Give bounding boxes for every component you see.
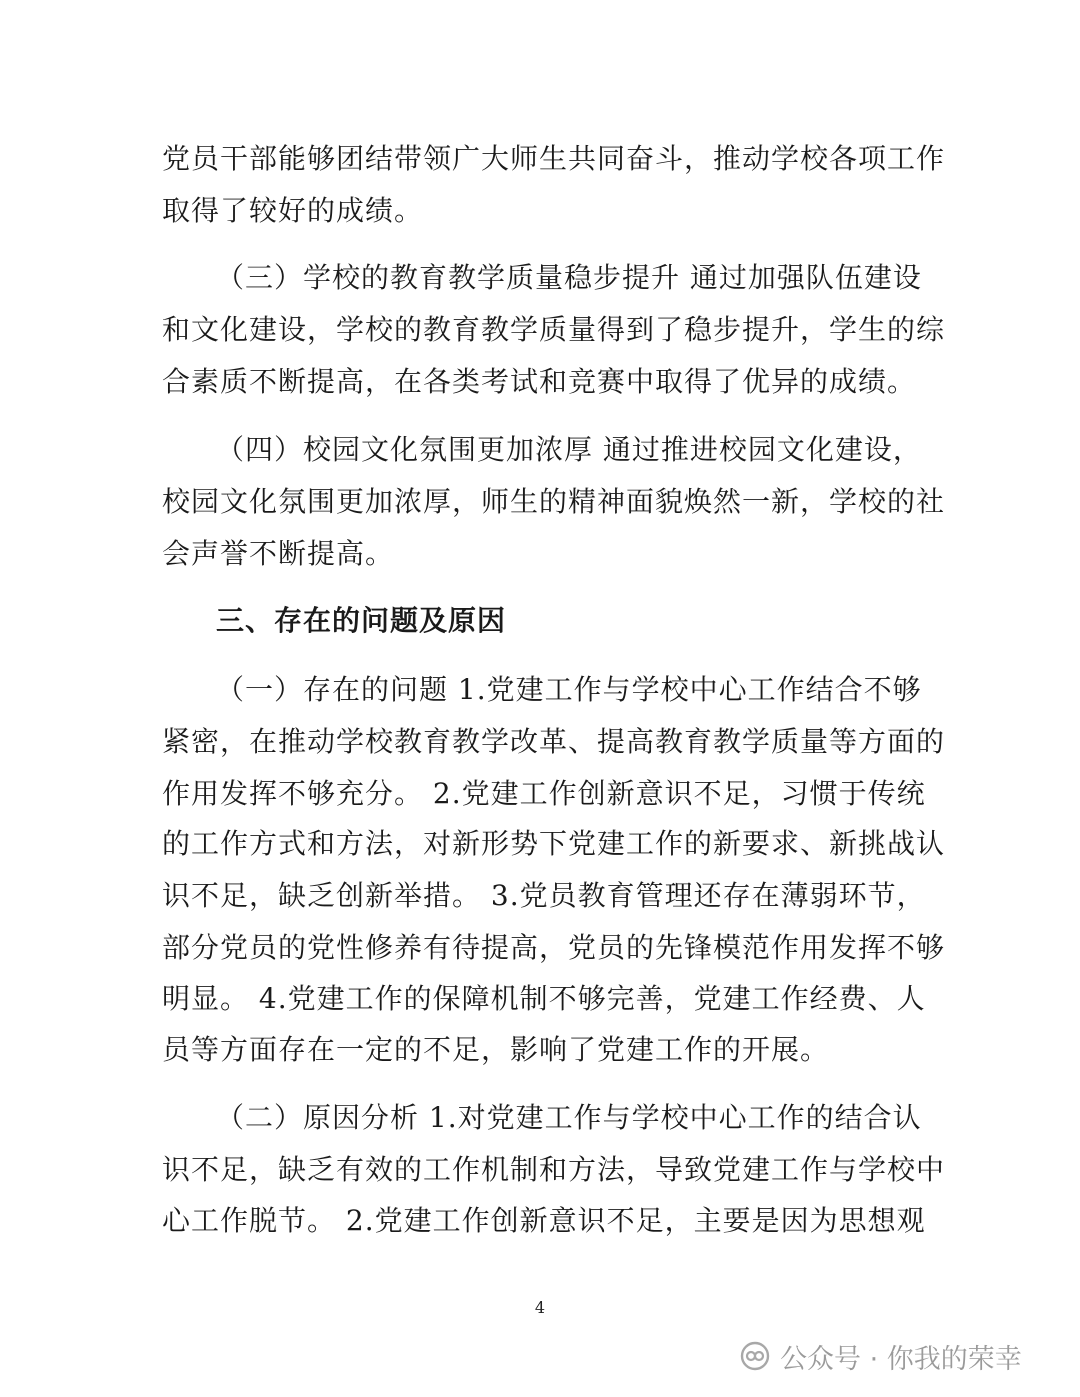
wechat-official-account-icon: [740, 1341, 770, 1371]
body-text-line: 部分党员的党性修养有待提高，党员的先锋模范作用发挥不够: [162, 931, 946, 964]
paragraph-first-line: （一）存在的问题 1.党建工作与学校中心工作结合不够: [216, 673, 922, 706]
paragraph-first-line: （二）原因分析 1.对党建工作与学校中心工作的结合认: [216, 1101, 922, 1134]
body-text-line: 合素质不断提高，在各类考试和竞赛中取得了优异的成绩。: [162, 365, 917, 398]
body-text-line: 和文化建设，学校的教育教学质量得到了稳步提升，学生的综: [162, 313, 946, 346]
paragraph-first-line: （三）学校的教育教学质量稳步提升 通过加强队伍建设: [216, 261, 922, 294]
body-text-line: 紧密，在推动学校教育教学改革、提高教育教学质量等方面的: [162, 725, 946, 758]
body-text-line: 识不足，缺乏有效的工作机制和方法，导致党建工作与学校中: [162, 1153, 946, 1186]
body-text-line: 党员干部能够团结带领广大师生共同奋斗，推动学校各项工作: [162, 142, 946, 175]
body-text-line: 明显。 4.党建工作的保障机制不够完善，党建工作经费、人: [162, 982, 926, 1015]
watermark-text: 公众号 · 你我的荣幸: [780, 1343, 1022, 1375]
body-text-line: 取得了较好的成绩。: [162, 194, 424, 227]
body-text-line: 会声誉不断提高。: [162, 537, 395, 570]
paragraph-first-line: （四）校园文化氛围更加浓厚 通过推进校园文化建设，: [216, 433, 922, 466]
body-text-line: 校园文化氛围更加浓厚，师生的精神面貌焕然一新，学校的社: [162, 485, 946, 518]
body-text-line: 的工作方式和方法，对新形势下党建工作的新要求、新挑战认: [162, 827, 946, 860]
page-number: 4: [534, 1298, 546, 1317]
body-text-line: 作用发挥不够充分。 2.党建工作创新意识不足，习惯于传统: [162, 777, 926, 810]
body-text-line: 心工作脱节。 2.党建工作创新意识不足，主要是因为思想观: [162, 1204, 926, 1237]
section-heading: 三、存在的问题及原因: [216, 604, 507, 637]
watermark: [740, 1336, 1022, 1376]
body-text-line: 识不足，缺乏创新举措。 3.党员教育管理还存在薄弱环节，: [162, 879, 926, 912]
body-text-line: 员等方面存在一定的不足，影响了党建工作的开展。: [162, 1033, 830, 1066]
